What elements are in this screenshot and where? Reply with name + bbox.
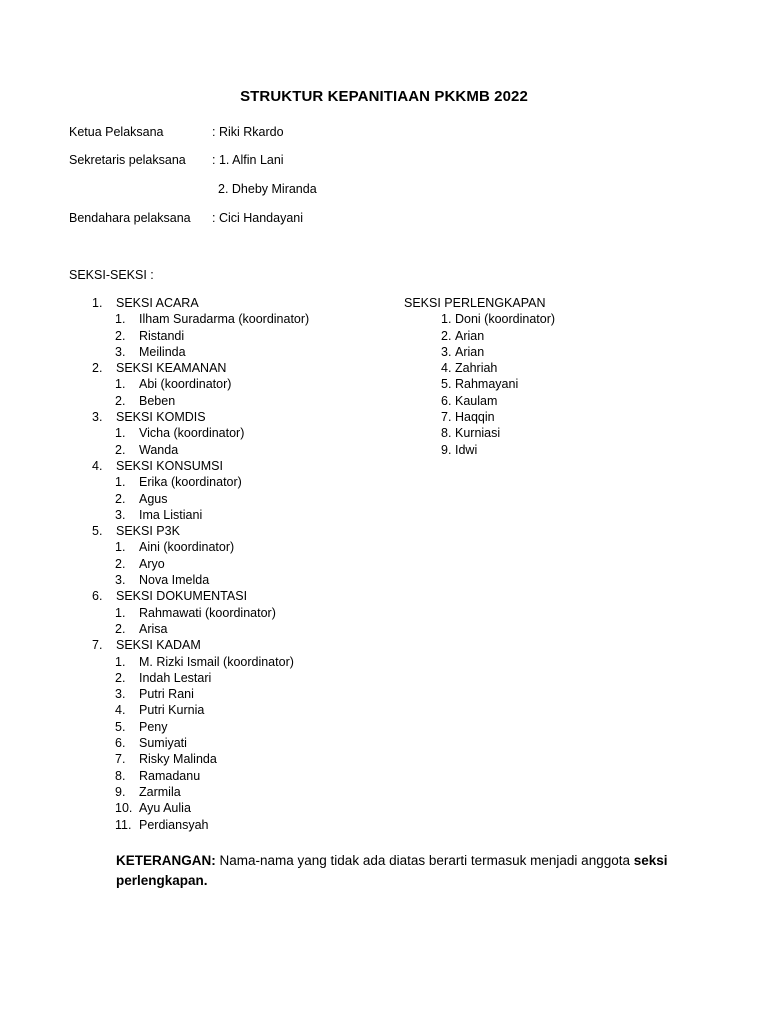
- member-row: [0, 654, 400, 670]
- section-name: SEKSI P3K: [116, 524, 180, 539]
- member-number: 2.: [115, 621, 126, 636]
- member-row: [0, 572, 400, 588]
- member-name: Agus: [139, 491, 168, 506]
- section-name: SEKSI KOMDIS: [116, 410, 206, 425]
- member-number: 3.: [115, 687, 126, 702]
- member-row: [0, 425, 400, 441]
- note-paragraph: [116, 851, 696, 891]
- member-number: 2.: [115, 393, 126, 408]
- member-name: Indah Lestari: [139, 670, 212, 685]
- member-number: 7.: [441, 410, 452, 425]
- member-row: [0, 539, 400, 555]
- member-row: [0, 784, 400, 800]
- section-name: SEKSI KONSUMSI: [116, 458, 223, 473]
- member-number: 9.: [115, 784, 126, 799]
- section-row: [0, 295, 400, 311]
- officer-value: 2. Dheby Miranda: [218, 182, 317, 196]
- member-number: 1.: [115, 426, 126, 441]
- member-name: Zahriah: [455, 361, 498, 376]
- member-name: Ramadanu: [139, 768, 201, 783]
- member-number: 3.: [441, 344, 452, 359]
- section-number: 7.: [92, 638, 103, 653]
- member-row: [0, 800, 400, 816]
- section-name: SEKSI DOKUMENTASI: [116, 589, 248, 604]
- member-number: 2.: [115, 556, 126, 571]
- member-name: Beben: [139, 393, 176, 408]
- member-name: Arian: [455, 344, 485, 359]
- officer-label: Bendahara pelaksana: [69, 211, 191, 225]
- perlengkapan-member-row: [404, 311, 724, 327]
- perlengkapan-member-row: [404, 409, 724, 425]
- member-name: Rahmawati (koordinator): [139, 605, 276, 620]
- member-row: [0, 507, 400, 523]
- member-row: [0, 686, 400, 702]
- officer-value: : 1. Alfin Lani: [212, 153, 284, 167]
- perlengkapan-members: [404, 311, 724, 458]
- member-row: [0, 393, 400, 409]
- member-number: 6.: [115, 736, 126, 751]
- member-row: [0, 491, 400, 507]
- member-number: 2.: [115, 670, 126, 685]
- perlengkapan-member-row: [404, 393, 724, 409]
- member-name: Arian: [455, 328, 485, 343]
- member-number: 9.: [441, 442, 452, 457]
- member-name: Erika (koordinator): [139, 475, 242, 490]
- member-name: Zarmila: [139, 784, 181, 799]
- member-row: [0, 344, 400, 360]
- page-title: STRUKTUR KEPANITIAAN PKKMB 2022: [240, 88, 528, 105]
- member-name: Ristandi: [139, 328, 185, 343]
- officer-label: Ketua Pelaksana: [69, 125, 164, 139]
- member-number: 5.: [441, 377, 452, 392]
- section-number: 6.: [92, 589, 103, 604]
- member-name: Putri Kurnia: [139, 703, 205, 718]
- member-number: 5.: [115, 719, 126, 734]
- member-number: 1.: [115, 654, 126, 669]
- section-row: [0, 637, 400, 653]
- section-row: [0, 588, 400, 604]
- member-number: 1.: [115, 540, 126, 555]
- member-name: Perdiansyah: [139, 817, 209, 832]
- member-row: [0, 311, 400, 327]
- member-number: 8.: [441, 426, 452, 441]
- member-number: 4.: [441, 361, 452, 376]
- member-number: 4.: [115, 703, 126, 718]
- member-row: [0, 735, 400, 751]
- section-number: 2.: [92, 361, 103, 376]
- perlengkapan-section: [404, 295, 724, 458]
- member-name: Ima Listiani: [139, 507, 203, 522]
- member-name: Risky Malinda: [139, 752, 217, 767]
- member-name: Kurniasi: [455, 426, 501, 441]
- member-row: [0, 621, 400, 637]
- perlengkapan-member-row: [404, 376, 724, 392]
- member-number: 6.: [441, 393, 452, 408]
- member-number: 2.: [115, 442, 126, 457]
- member-name: Aryo: [139, 556, 165, 571]
- section-number: 1.: [92, 296, 103, 310]
- member-row: [0, 768, 400, 784]
- member-name: Aini (koordinator): [139, 540, 235, 555]
- member-number: 1.: [115, 312, 126, 327]
- member-number: 1.: [115, 605, 126, 620]
- member-name: Idwi: [455, 442, 478, 457]
- section-name: SEKSI ACARA: [116, 296, 199, 310]
- member-number: 1.: [441, 312, 452, 327]
- section-number: 5.: [92, 524, 103, 539]
- member-number: 3.: [115, 573, 126, 588]
- member-number: 3.: [115, 507, 126, 522]
- member-name: Ilham Suradarma (koordinator): [139, 312, 310, 327]
- member-row: [0, 719, 400, 735]
- member-number: 1.: [115, 475, 126, 490]
- section-row: [0, 409, 400, 425]
- seksi-heading: SEKSI-SEKSI :: [69, 268, 154, 282]
- member-name: Kaulam: [455, 393, 498, 408]
- member-row: [0, 328, 400, 344]
- member-name: Arisa: [139, 621, 168, 636]
- member-number: 8.: [115, 768, 126, 783]
- member-name: Haqqin: [455, 410, 495, 425]
- officer-value: : Riki Rkardo: [212, 125, 284, 139]
- member-number: 2.: [115, 328, 126, 343]
- section-row: [0, 523, 400, 539]
- officer-label: Sekretaris pelaksana: [69, 153, 186, 167]
- perlengkapan-member-row: [404, 344, 724, 360]
- member-row: [0, 474, 400, 490]
- member-name: Abi (koordinator): [139, 377, 232, 392]
- member-name: Ayu Aulia: [139, 801, 191, 816]
- note-emphasis: seksi perlengkapan.: [116, 853, 668, 888]
- section-number: 4.: [92, 458, 103, 473]
- perlengkapan-member-row: [404, 442, 724, 458]
- member-row: [0, 556, 400, 572]
- perlengkapan-title: SEKSI PERLENGKAPAN: [404, 296, 546, 310]
- section-name: SEKSI KEAMANAN: [116, 361, 227, 376]
- perlengkapan-member-row: [404, 328, 724, 344]
- member-row: [0, 670, 400, 686]
- member-number: 11.: [115, 817, 132, 832]
- member-number: 10.: [115, 801, 133, 816]
- member-row: [0, 376, 400, 392]
- section-row: [0, 458, 400, 474]
- member-number: 3.: [115, 344, 126, 359]
- member-name: Doni (koordinator): [455, 312, 556, 327]
- perlengkapan-member-row: [404, 425, 724, 441]
- member-row: [0, 605, 400, 621]
- perlengkapan-member-row: [404, 360, 724, 376]
- member-row: [0, 702, 400, 718]
- section-row: [0, 360, 400, 376]
- section-name: SEKSI KADAM: [116, 638, 201, 653]
- member-name: Wanda: [139, 442, 179, 457]
- member-name: Nova Imelda: [139, 573, 210, 588]
- member-name: Peny: [139, 719, 168, 734]
- member-name: Putri Rani: [139, 687, 194, 702]
- member-name: Meilinda: [139, 344, 186, 359]
- member-number: 2.: [441, 328, 452, 343]
- member-name: Sumiyati: [139, 736, 187, 751]
- note-text: Nama-nama yang tidak ada diatas berarti termasuk menjadi anggota: [215, 853, 634, 868]
- member-number: 1.: [115, 377, 126, 392]
- member-number: 7.: [115, 752, 126, 767]
- member-row: [0, 751, 400, 767]
- officer-value: : Cici Handayani: [212, 211, 304, 225]
- member-row: [0, 817, 400, 833]
- member-name: M. Rizki Ismail (koordinator): [139, 654, 294, 669]
- member-name: Rahmayani: [455, 377, 519, 392]
- sections-list: [0, 295, 400, 833]
- member-number: 2.: [115, 491, 126, 506]
- section-number: 3.: [92, 410, 103, 425]
- note-label: KETERANGAN:: [116, 853, 216, 868]
- member-name: Vicha (koordinator): [139, 426, 245, 441]
- member-row: [0, 442, 400, 458]
